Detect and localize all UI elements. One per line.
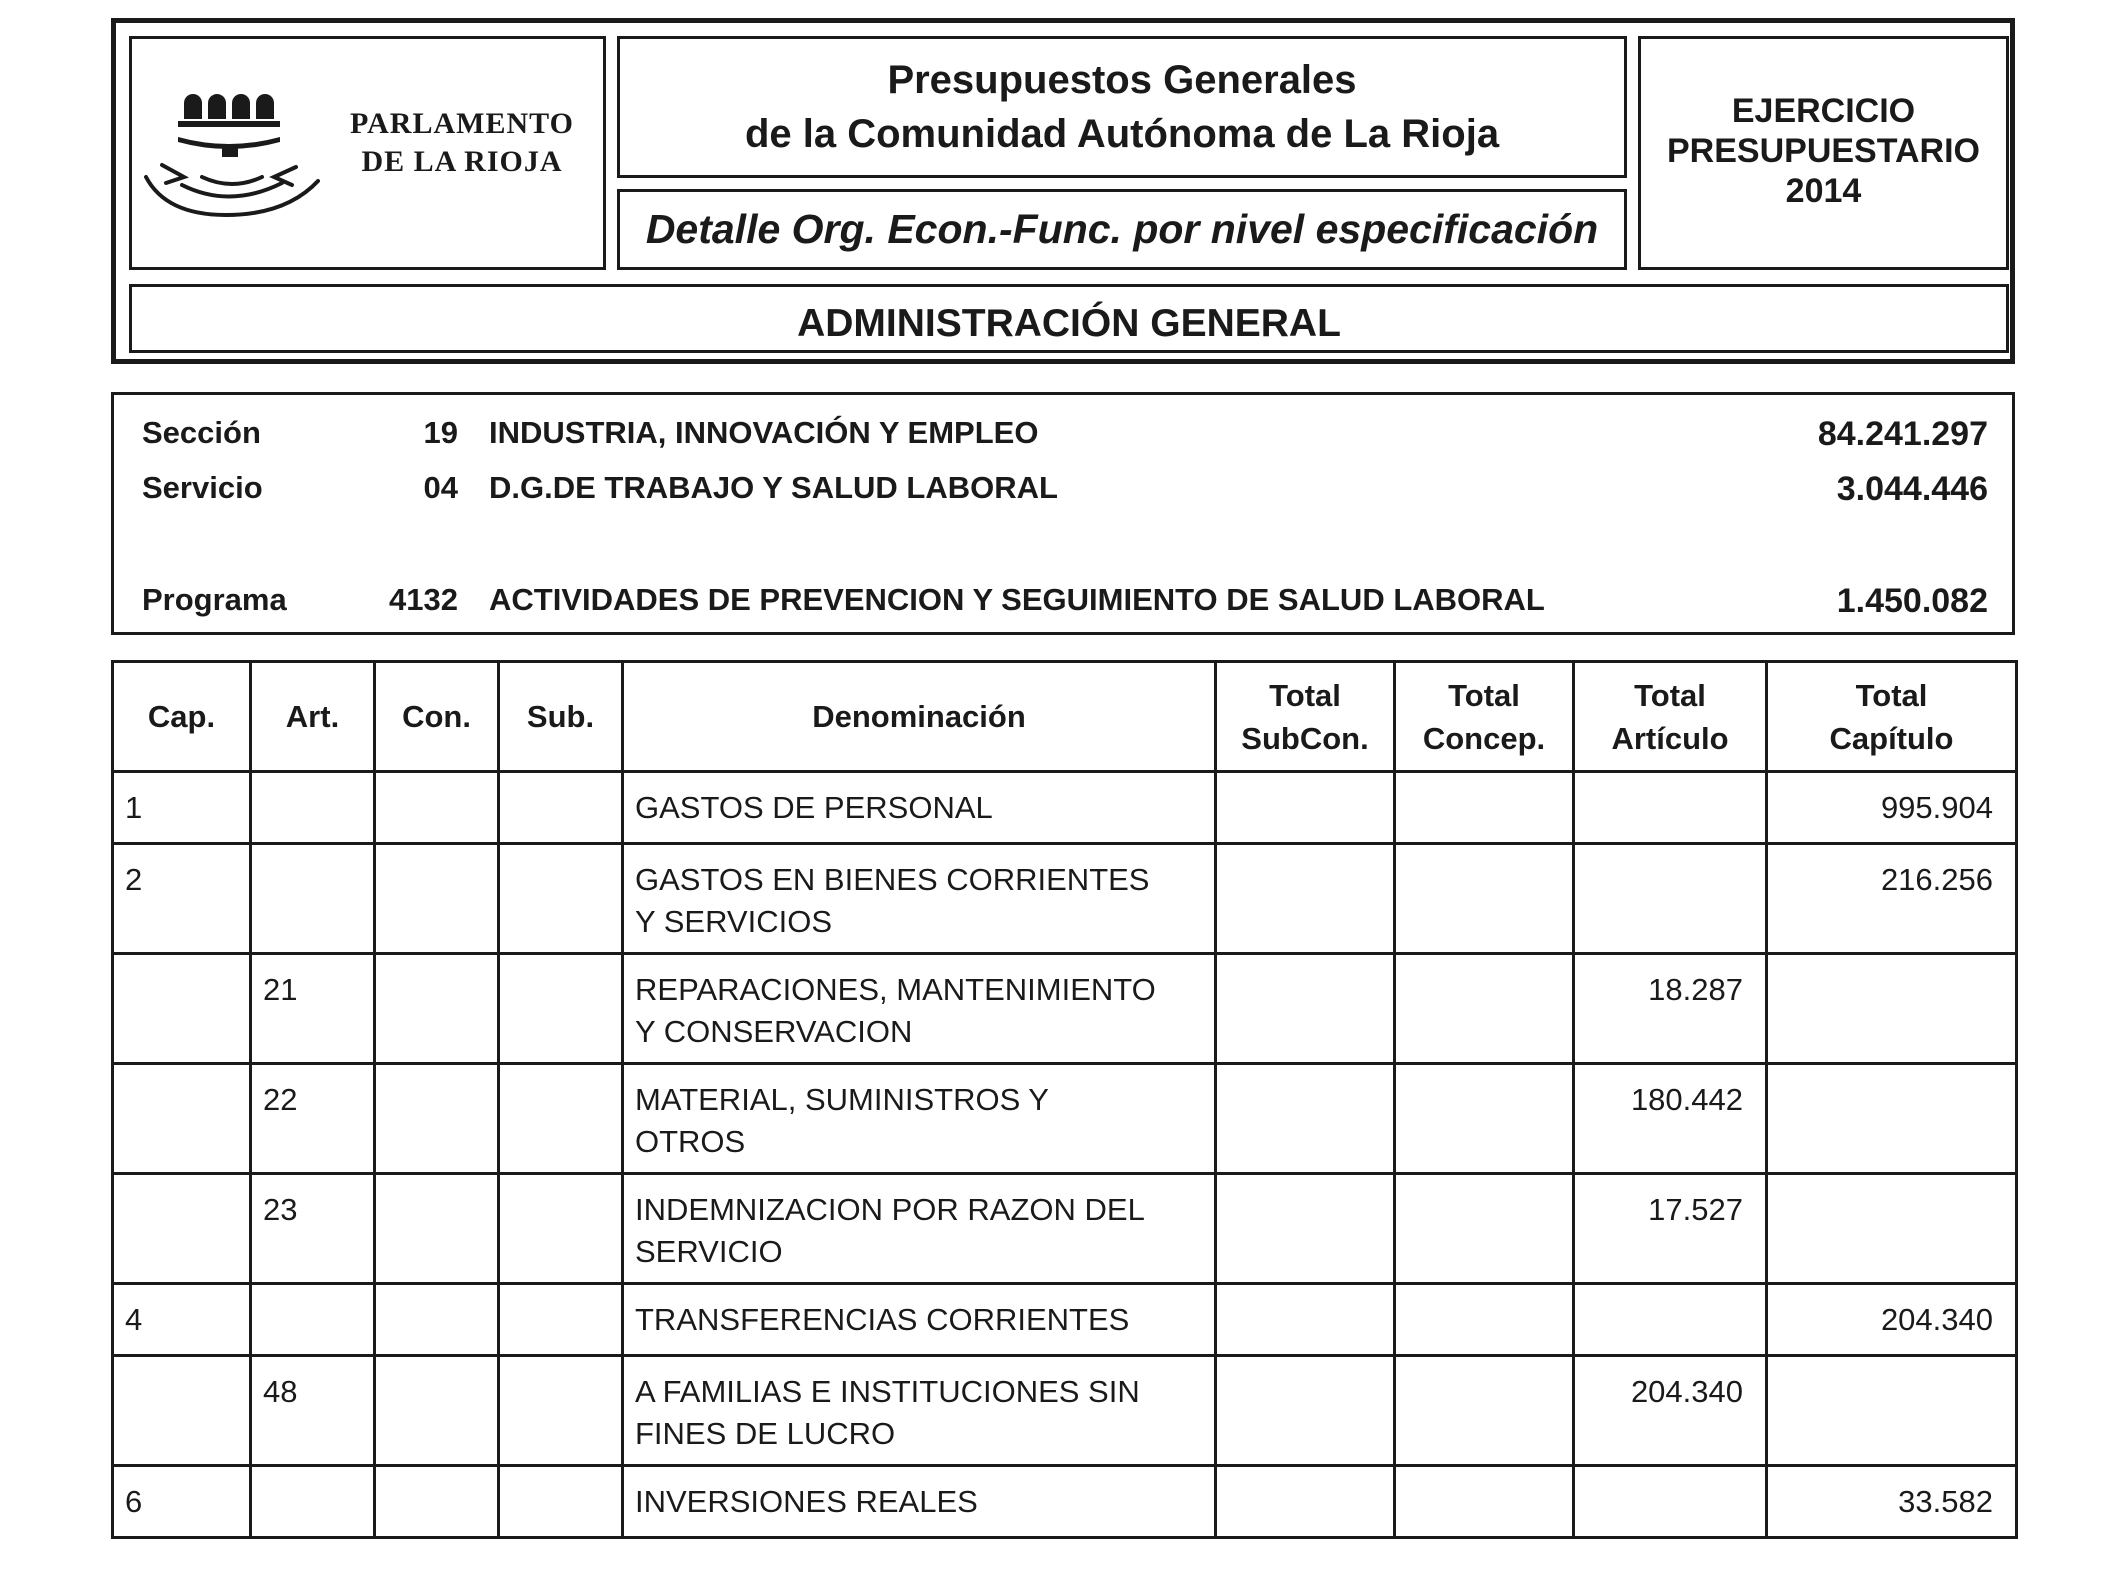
seccion-row [114, 415, 2012, 455]
parliament-name-line1: PARLAMENTO [350, 107, 574, 140]
cell-art: 23 [251, 1174, 375, 1284]
cell-total-subcon [1216, 1356, 1395, 1466]
header-total-subcon: Total SubCon. [1216, 662, 1395, 772]
cell-con [375, 1064, 499, 1174]
budget-title-box [617, 36, 1627, 178]
cell-total-capitulo [1767, 1064, 2017, 1174]
cell-art [251, 844, 375, 954]
cell-sub [499, 1284, 623, 1356]
fiscal-year-line2: PRESUPUESTARIO [1667, 132, 1980, 170]
cell-con [375, 1174, 499, 1284]
seccion-name: INDUSTRIA, INNOVACIÓN Y EMPLEO [489, 415, 1039, 450]
fiscal-year-line1: EJERCICIO [1731, 92, 1916, 130]
cell-total-capitulo [1767, 1356, 2017, 1466]
programa-row [114, 582, 2012, 622]
cell-cap: 6 [113, 1466, 251, 1538]
budget-title-line2: de la Comunidad Autónoma de La Rioja [744, 112, 1500, 156]
cell-denominacion: TRANSFERENCIAS CORRIENTES [623, 1284, 1216, 1356]
header-total-articulo: Total Artículo [1574, 662, 1767, 772]
table-row [113, 844, 2017, 954]
cell-art [251, 1466, 375, 1538]
budget-table-wrapper [111, 660, 2015, 1539]
cell-art: 21 [251, 954, 375, 1064]
cell-total-articulo: 180.442 [1574, 1064, 1767, 1174]
cell-total-articulo: 204.340 [1574, 1356, 1767, 1466]
cell-sub [499, 1466, 623, 1538]
cell-cap: 2 [113, 844, 251, 954]
header-denominacion: Denominación [623, 662, 1216, 772]
fiscal-year-box [1638, 36, 2009, 270]
cell-total-concep [1395, 1356, 1574, 1466]
programa-code: 4132 [389, 582, 458, 617]
cell-total-concep [1395, 1284, 1574, 1356]
cell-sub [499, 954, 623, 1064]
cell-art [251, 772, 375, 844]
programa-label: Programa [142, 582, 287, 617]
cell-total-capitulo: 995.904 [1767, 772, 2017, 844]
cell-con [375, 1284, 499, 1356]
servicio-label: Servicio [142, 470, 263, 505]
servicio-code: 04 [423, 470, 458, 505]
cell-sub [499, 772, 623, 844]
cell-total-subcon [1216, 772, 1395, 844]
cell-total-concep [1395, 844, 1574, 954]
cell-cap: 4 [113, 1284, 251, 1356]
programa-amount: 1.450.082 [1836, 582, 1988, 620]
cell-denominacion: GASTOS DE PERSONAL [623, 772, 1216, 844]
cell-total-subcon [1216, 844, 1395, 954]
cell-denominacion: A FAMILIAS E INSTITUCIONES SIN FINES DE LUCRO [623, 1356, 1216, 1466]
budget-table [111, 660, 2018, 1539]
cell-cap [113, 1356, 251, 1466]
parliament-name-line2: DE LA RIOJA [361, 145, 563, 178]
programa-name: ACTIVIDADES DE PREVENCION Y SEGUIMIENTO DE SALUD LABORAL [489, 582, 1545, 617]
cell-denominacion: MATERIAL, SUMINISTROS Y OTROS [623, 1064, 1216, 1174]
cell-total-capitulo [1767, 954, 2017, 1064]
servicio-amount: 3.044.446 [1836, 470, 1988, 508]
cell-con [375, 1356, 499, 1466]
cell-cap [113, 1064, 251, 1174]
cell-total-articulo [1574, 1466, 1767, 1538]
document-header [111, 18, 2015, 364]
cell-denominacion: GASTOS EN BIENES CORRIENTES Y SERVICIOS [623, 844, 1216, 954]
header-con: Con. [375, 662, 499, 772]
parliament-crest-icon [142, 81, 338, 231]
cell-sub [499, 844, 623, 954]
table-row [113, 954, 2017, 1064]
cell-total-capitulo: 216.256 [1767, 844, 2017, 954]
cell-denominacion: INDEMNIZACION POR RAZON DEL SERVICIO [623, 1174, 1216, 1284]
cell-con [375, 772, 499, 844]
cell-total-subcon [1216, 954, 1395, 1064]
servicio-name: D.G.DE TRABAJO Y SALUD LABORAL [489, 470, 1058, 505]
report-subtitle: Detalle Org. Econ.-Func. por nivel especificación [645, 206, 1599, 252]
table-row [113, 1466, 2017, 1538]
cell-total-capitulo: 204.340 [1767, 1284, 2017, 1356]
cell-total-articulo [1574, 844, 1767, 954]
cell-cap [113, 954, 251, 1064]
cell-total-articulo [1574, 1284, 1767, 1356]
cell-art: 22 [251, 1064, 375, 1174]
cell-total-articulo: 18.287 [1574, 954, 1767, 1064]
cell-total-capitulo [1767, 1174, 2017, 1284]
header-total-concep: Total Concep. [1395, 662, 1574, 772]
cell-total-concep [1395, 1064, 1574, 1174]
servicio-row [114, 470, 2012, 510]
header-art: Art. [251, 662, 375, 772]
table-header-row [113, 662, 2017, 772]
cell-sub [499, 1174, 623, 1284]
cell-total-subcon [1216, 1064, 1395, 1174]
cell-con [375, 1466, 499, 1538]
seccion-label: Sección [142, 415, 261, 450]
table-row [113, 1064, 2017, 1174]
cell-total-subcon [1216, 1174, 1395, 1284]
cell-sub [499, 1356, 623, 1466]
administration-title: ADMINISTRACIÓN GENERAL [797, 302, 1341, 345]
cell-art [251, 1284, 375, 1356]
table-row [113, 772, 2017, 844]
cell-total-subcon [1216, 1466, 1395, 1538]
header-cap: Cap. [113, 662, 251, 772]
report-subtitle-box [617, 189, 1627, 270]
cell-total-concep [1395, 1466, 1574, 1538]
cell-denominacion: REPARACIONES, MANTENIMIENTO Y CONSERVACION [623, 954, 1216, 1064]
cell-cap: 1 [113, 772, 251, 844]
cell-total-subcon [1216, 1284, 1395, 1356]
cell-art: 48 [251, 1356, 375, 1466]
cell-denominacion: INVERSIONES REALES [623, 1466, 1216, 1538]
cell-total-concep [1395, 1174, 1574, 1284]
parliament-logo-box [129, 36, 606, 270]
cell-sub [499, 1064, 623, 1174]
header-total-capitulo: Total Capítulo [1767, 662, 2017, 772]
cell-total-articulo: 17.527 [1574, 1174, 1767, 1284]
cell-con [375, 844, 499, 954]
seccion-amount: 84.241.297 [1817, 415, 1988, 453]
cell-con [375, 954, 499, 1064]
budget-title-line1: Presupuestos Generales [887, 58, 1357, 102]
cell-total-articulo [1574, 772, 1767, 844]
header-sub: Sub. [499, 662, 623, 772]
table-row [113, 1174, 2017, 1284]
fiscal-year-value: 2014 [1785, 172, 1862, 210]
cell-cap [113, 1174, 251, 1284]
cell-total-capitulo: 33.582 [1767, 1466, 2017, 1538]
seccion-code: 19 [423, 415, 458, 450]
cell-total-concep [1395, 954, 1574, 1064]
table-row [113, 1356, 2017, 1466]
administration-box [129, 284, 2009, 353]
cell-total-concep [1395, 772, 1574, 844]
table-row [113, 1284, 2017, 1356]
parliament-name [342, 105, 582, 181]
classification-info [111, 392, 2015, 635]
